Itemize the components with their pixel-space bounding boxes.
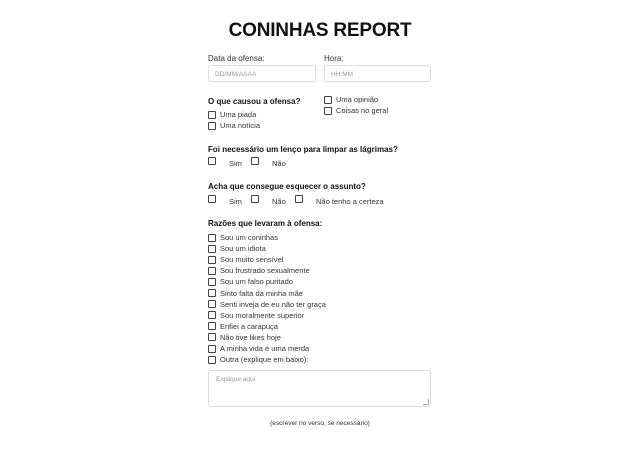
tissue-yes-checkbox[interactable]: [208, 157, 216, 165]
footer-note: (escrever no verso, se necessário): [270, 420, 370, 427]
checkbox[interactable]: [208, 122, 216, 130]
reason-label: Sou um idiota: [220, 244, 266, 254]
checkbox[interactable]: [208, 333, 216, 341]
tissue-question: Foi necessário um lenço para limpar as lágrimas?: [208, 145, 398, 154]
forget-unsure-checkbox[interactable]: [295, 195, 303, 203]
forget-yes-checkbox[interactable]: [208, 195, 216, 203]
date-label: Data da ofensa:: [208, 54, 265, 63]
cause-question: O que causou a ofensa?: [208, 97, 301, 106]
forget-no-checkbox[interactable]: [251, 195, 259, 203]
checkbox[interactable]: [208, 345, 216, 353]
time-label: Hora:: [324, 54, 344, 63]
cause-option-news[interactable]: Uma notícia: [208, 121, 260, 130]
reason-label: Sinto falta da minha mãe: [220, 288, 303, 298]
resize-handle-icon[interactable]: [423, 399, 429, 405]
checkbox[interactable]: [208, 245, 216, 253]
reason-label: Enfiei a carapuça: [220, 321, 278, 331]
checkbox[interactable]: [208, 234, 216, 242]
reason-label: Sou frustrado sexualmente: [220, 266, 310, 276]
reason-label: Outra (explique em baixo):: [220, 355, 309, 365]
forget-no-label: Não: [272, 197, 286, 206]
reason-label: Senti inveja de eu não ter graça: [220, 299, 326, 309]
cause-option-general[interactable]: Coisas no geral: [324, 106, 388, 115]
checkbox[interactable]: [208, 311, 216, 319]
tissue-yes-label: Sim: [229, 159, 242, 168]
checkbox[interactable]: [208, 289, 216, 297]
reason-option[interactable]: [208, 266, 310, 275]
reason-option[interactable]: [208, 233, 278, 242]
date-input[interactable]: DD/MM/AAAA: [208, 65, 316, 82]
cause-option-joke[interactable]: Uma piada: [208, 110, 256, 119]
reason-label: A minha vida é uma merda: [220, 344, 310, 353]
tissue-no-label: Não: [272, 159, 286, 168]
reason-option[interactable]: [208, 289, 303, 298]
checkbox[interactable]: [324, 107, 332, 115]
cause-option-opinion[interactable]: Uma opinião: [324, 95, 378, 104]
forget-unsure-label: Não tenho a certeza: [316, 197, 384, 206]
checkbox[interactable]: [208, 356, 216, 364]
checkbox[interactable]: [208, 300, 216, 308]
reason-option[interactable]: [208, 322, 278, 331]
reason-option[interactable]: [208, 355, 308, 364]
page-title: CONINHAS REPORT: [228, 20, 412, 41]
reason-option[interactable]: [208, 300, 326, 309]
reason-option[interactable]: [208, 344, 309, 353]
checkbox[interactable]: [208, 322, 216, 330]
reason-option[interactable]: [208, 244, 266, 253]
checkbox[interactable]: [208, 267, 216, 275]
reasons-question: Razões que levaram à ofensa:: [208, 219, 323, 228]
reason-option[interactable]: [208, 333, 281, 342]
reason-option[interactable]: [208, 311, 304, 320]
reason-option[interactable]: [208, 277, 293, 286]
reason-label: Não tive likes hoje: [220, 332, 281, 342]
reason-label: Sou muito sensível: [220, 255, 284, 265]
forget-yes-label: Sim: [229, 197, 242, 206]
time-input[interactable]: HH:MM: [324, 65, 431, 82]
tissue-no-checkbox[interactable]: [251, 157, 259, 165]
checkbox[interactable]: [208, 278, 216, 286]
checkbox[interactable]: [208, 111, 216, 119]
checkbox[interactable]: [208, 256, 216, 264]
explain-placeholder: Explique aqui: [216, 376, 256, 383]
reason-option[interactable]: [208, 255, 283, 264]
reason-label: Sou moralmente superior: [220, 310, 305, 320]
explain-textarea[interactable]: [208, 370, 431, 407]
checkbox[interactable]: [324, 96, 332, 104]
reason-label: Sou um coninhas: [220, 233, 278, 242]
forget-question: Acha que consegue esquecer o assunto?: [208, 182, 366, 191]
reason-label: Sou um falso puritado: [220, 277, 293, 287]
